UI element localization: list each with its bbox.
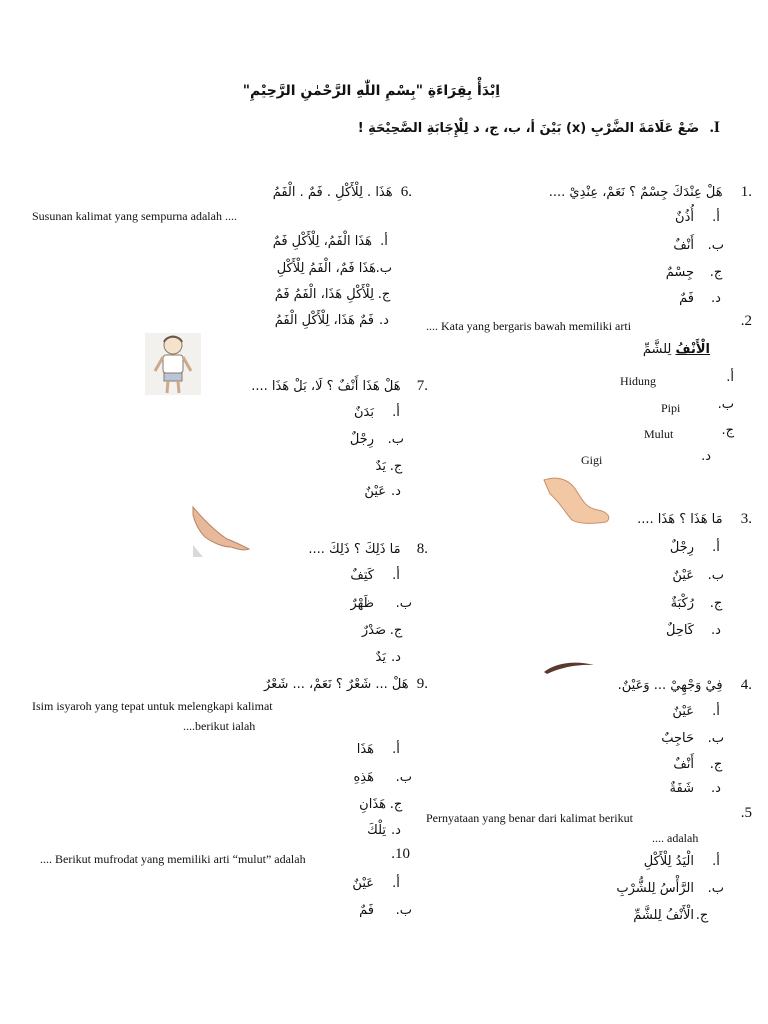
q7-option-b-text: رِجْلٌ <box>349 432 374 447</box>
q9-number: .9 <box>416 676 428 692</box>
key-c: ج. <box>389 797 403 812</box>
key-a: أ. <box>712 210 720 225</box>
q3-option-a[interactable] <box>670 540 724 555</box>
child-image <box>145 333 201 395</box>
q5-option-a-text: الْيَدُ لِلْأَكْلِ <box>643 854 694 869</box>
q1-number: .1 <box>740 184 752 200</box>
q2-option-a[interactable] <box>620 370 734 389</box>
key-b: ب. <box>717 397 734 412</box>
key-d: د. <box>711 781 721 796</box>
q6-option-d[interactable] <box>275 313 392 328</box>
q5-number: .5 <box>740 805 752 821</box>
key-c: ج. <box>709 265 723 280</box>
key-c: ج. <box>389 623 403 638</box>
q10-number: .10 <box>391 846 410 862</box>
q1-option-d[interactable] <box>679 291 724 306</box>
q3-option-c[interactable] <box>671 596 724 611</box>
q2-option-b[interactable] <box>661 397 734 416</box>
question-10 <box>40 848 410 867</box>
question-8 <box>228 541 428 558</box>
q7-option-b[interactable] <box>350 432 404 447</box>
q9-option-b-text: هَذِهِ <box>353 770 374 785</box>
q1-option-b[interactable] <box>673 238 724 253</box>
key-b: ب. <box>375 261 392 276</box>
q7-text: هَلْ هَذَا أَنْفٌ ؟ لَا، بَلْ هَذَا .... <box>251 379 401 394</box>
q3-option-b[interactable] <box>672 568 724 583</box>
q10-option-a[interactable] <box>352 876 404 891</box>
q5-option-b-text: الرَّأْسُ لِلشُّرْبِ <box>616 881 694 896</box>
key-c: ج. <box>709 596 723 611</box>
key-d: د. <box>701 449 711 464</box>
q2-option-c-text: Mulut <box>644 427 674 441</box>
q3-option-d-text: كَاحِلٌ <box>665 623 694 638</box>
question-3 <box>552 511 752 528</box>
q9-option-a-text: هَذَا <box>356 742 374 757</box>
key-b: ب. <box>707 731 724 746</box>
q2-option-a-text: Hidung <box>620 374 656 388</box>
key-a: أ. <box>712 854 720 869</box>
q5-option-c-text: الْأَنْفُ لِلشَّمِّ <box>633 908 694 923</box>
q7-option-d-text: عَيْنٌ <box>364 484 386 499</box>
q4-option-a-text: عَيْنٌ <box>672 704 694 719</box>
q3-option-b-text: عَيْنٌ <box>672 568 694 583</box>
q7-option-c[interactable] <box>376 459 404 474</box>
q1-text: هَلْ عِنْدَكَ جِسْمٌ ؟ نَعَمْ، عِنْدِيْ .... <box>548 185 723 200</box>
key-d: د. <box>711 291 721 306</box>
q10-option-b-text: فَمٌ <box>359 903 374 918</box>
key-d: د. <box>711 623 721 638</box>
key-a: أ. <box>392 742 400 757</box>
key-a: أ. <box>392 876 400 891</box>
q8-option-c[interactable] <box>362 623 404 638</box>
q1-option-a[interactable] <box>675 210 724 225</box>
key-b: ب. <box>387 432 404 447</box>
q4-option-b[interactable] <box>661 731 724 746</box>
q9-option-d[interactable] <box>367 823 404 838</box>
q5-text-line2: .... adalah <box>652 831 699 845</box>
q8-option-c-text: صَدْرٌ <box>361 623 386 638</box>
q6-number: .6 <box>400 184 412 200</box>
question-5 <box>426 807 752 826</box>
q5-option-a[interactable] <box>644 854 724 869</box>
q9-option-b[interactable] <box>354 770 413 785</box>
key-a: أ. <box>392 568 400 583</box>
question-9 <box>198 676 428 693</box>
q9-option-c[interactable] <box>359 797 404 812</box>
q7-number: .7 <box>416 378 428 394</box>
q2-phrase-rest: لِلشَّمِّ <box>642 342 672 357</box>
q2-phrase-underlined: الْأَنْفُ <box>675 342 710 357</box>
key-c: ج. <box>377 287 391 302</box>
q7-option-d[interactable] <box>364 484 404 499</box>
q1-option-c[interactable] <box>666 265 724 280</box>
q2-option-b-text: Pipi <box>661 401 681 415</box>
key-c: ج. <box>721 423 734 438</box>
q4-option-d[interactable] <box>670 781 724 796</box>
q3-option-c-text: رُكْبَةٌ <box>670 596 694 611</box>
key-b: ب. <box>707 238 724 253</box>
q5-text-line1: Pernyataan yang benar dari kalimat berikut <box>426 811 633 825</box>
q3-number: .3 <box>740 511 752 527</box>
q8-option-a[interactable] <box>350 568 404 583</box>
q8-option-b[interactable] <box>350 596 412 611</box>
q4-option-b-text: حَاجِبٌ <box>661 731 694 746</box>
q6-option-c[interactable] <box>275 287 392 302</box>
instruction-text: ضَعْ عَلَامَةَ الضَّرْبِ (x) بَيْنَ أ، ب، ج، د لِلْإِجَابَةِ الصَّحِيْحَةِ ! <box>357 121 700 136</box>
key-b: ب. <box>395 903 412 918</box>
q3-option-a-text: رِجْلٌ <box>669 540 694 555</box>
q8-option-d-text: يَدٌ <box>375 650 386 665</box>
key-d: د. <box>379 313 389 328</box>
q6-option-b[interactable] <box>277 261 392 276</box>
key-a: أ. <box>726 370 734 385</box>
q1-option-a-text: أُذُنٌ <box>675 210 694 225</box>
key-b: ب. <box>707 881 724 896</box>
q7-option-a[interactable] <box>354 405 404 420</box>
q4-option-c-text: أَنْفٌ <box>673 757 694 772</box>
q9-subtext-line2: ....berikut ialah <box>183 719 256 733</box>
q9-text: هَلْ ... شَعْرٌ ؟ نَعَمْ، ... شَعْرٌ <box>264 677 409 692</box>
q6-text: هَذَا . لِلْأَكْلِ . فَمٌ . الْفَمُ <box>272 185 393 200</box>
question-6 <box>192 184 412 201</box>
q6-option-c-text: لِلْأَكْلِ هَذَا، الْفَمُ فَمٌ <box>274 287 374 302</box>
q9-subtext-line1: Isim isyaroh yang tepat untuk melengkapi kalimat <box>32 699 273 713</box>
q9-option-a[interactable] <box>357 742 404 757</box>
q5-option-b[interactable] <box>616 881 724 896</box>
q6-option-a-text: هَذَا الْفَمُ، لِلْأَكْلِ فَمٌ <box>272 234 372 249</box>
question-7 <box>208 378 428 395</box>
q4-option-c[interactable] <box>673 757 724 772</box>
q8-text: مَا ذَلِكَ ؟ ذَلِكَ .... <box>308 542 401 557</box>
q1-option-d-text: فَمٌ <box>679 291 694 306</box>
key-a: أ. <box>712 540 720 555</box>
question-4 <box>552 677 752 694</box>
q2-phrase <box>643 342 710 357</box>
q2-option-c[interactable] <box>644 423 734 442</box>
key-c: ج. <box>709 757 723 772</box>
q8-option-a-text: كَتِفٌ <box>350 568 374 583</box>
q3-option-d[interactable] <box>666 623 724 638</box>
q8-number: .8 <box>416 541 428 557</box>
key-d: د. <box>391 823 401 838</box>
q1-option-b-text: أَنْفٌ <box>673 238 694 253</box>
question-1 <box>452 184 752 201</box>
q7-option-a-text: بَدَنٌ <box>354 405 374 420</box>
key-c: ج. <box>695 908 709 923</box>
q6-option-b-text: هَذَا فَمٌ، الْفَمُ لِلْأَكْلِ <box>276 261 376 276</box>
section-number: I. <box>709 119 720 136</box>
key-b: ب. <box>395 770 412 785</box>
section-instruction <box>350 119 720 137</box>
q4-option-a[interactable] <box>672 704 724 719</box>
q9-option-d-text: تِلْكَ <box>367 823 386 838</box>
q8-option-b-text: ظَهْرٌ <box>350 596 374 611</box>
question-2 <box>426 315 752 334</box>
q9-option-c-text: هَذَانِ <box>359 797 386 812</box>
q10-option-b[interactable] <box>359 903 412 918</box>
key-b: ب. <box>395 596 412 611</box>
key-a: أ. <box>712 704 720 719</box>
q8-option-d[interactable] <box>376 650 404 665</box>
q6-option-d-text: فَمٌ هَذَا، لِلْأَكْلِ الْفَمُ <box>274 313 374 328</box>
q4-option-d-text: شَفَةٌ <box>669 781 694 796</box>
page-title: اِبْدَأْ بِقِرَاءَةِ "بِسْمِ اللّٰهِ الرَّحْمٰنِ الرَّحِيْمِ" <box>242 83 500 99</box>
q5-option-c[interactable] <box>633 908 710 923</box>
key-a: أ. <box>392 405 400 420</box>
q2-option-d[interactable] <box>581 449 711 468</box>
q6-subtext: Susunan kalimat yang sempurna adalah .... <box>32 209 237 223</box>
key-b: ب. <box>707 568 724 583</box>
q10-text: .... Berikut mufrodat yang memiliki arti “mulut” adalah <box>40 852 306 866</box>
q2-option-d-text: Gigi <box>581 453 603 467</box>
q10-option-a-text: عَيْنٌ <box>352 876 374 891</box>
q3-text: مَا هَذَا ؟ هَذَا .... <box>637 512 723 527</box>
eyebrow-image <box>543 660 595 676</box>
q6-option-a[interactable] <box>273 234 392 249</box>
q7-option-c-text: يَدٌ <box>375 459 386 474</box>
q4-text: فِيْ وَجْهِيْ ... وَعَيْنٌ. <box>617 678 723 693</box>
q2-number: .2 <box>740 313 752 329</box>
q4-number: .4 <box>740 677 752 693</box>
key-c: ج. <box>389 459 403 474</box>
key-d: د. <box>391 650 401 665</box>
key-a: أ. <box>380 234 388 249</box>
q1-option-c-text: جِسْمٌ <box>665 265 694 280</box>
key-d: د. <box>391 484 401 499</box>
q2-text: .... Kata yang bergaris bawah memiliki arti <box>426 319 632 333</box>
